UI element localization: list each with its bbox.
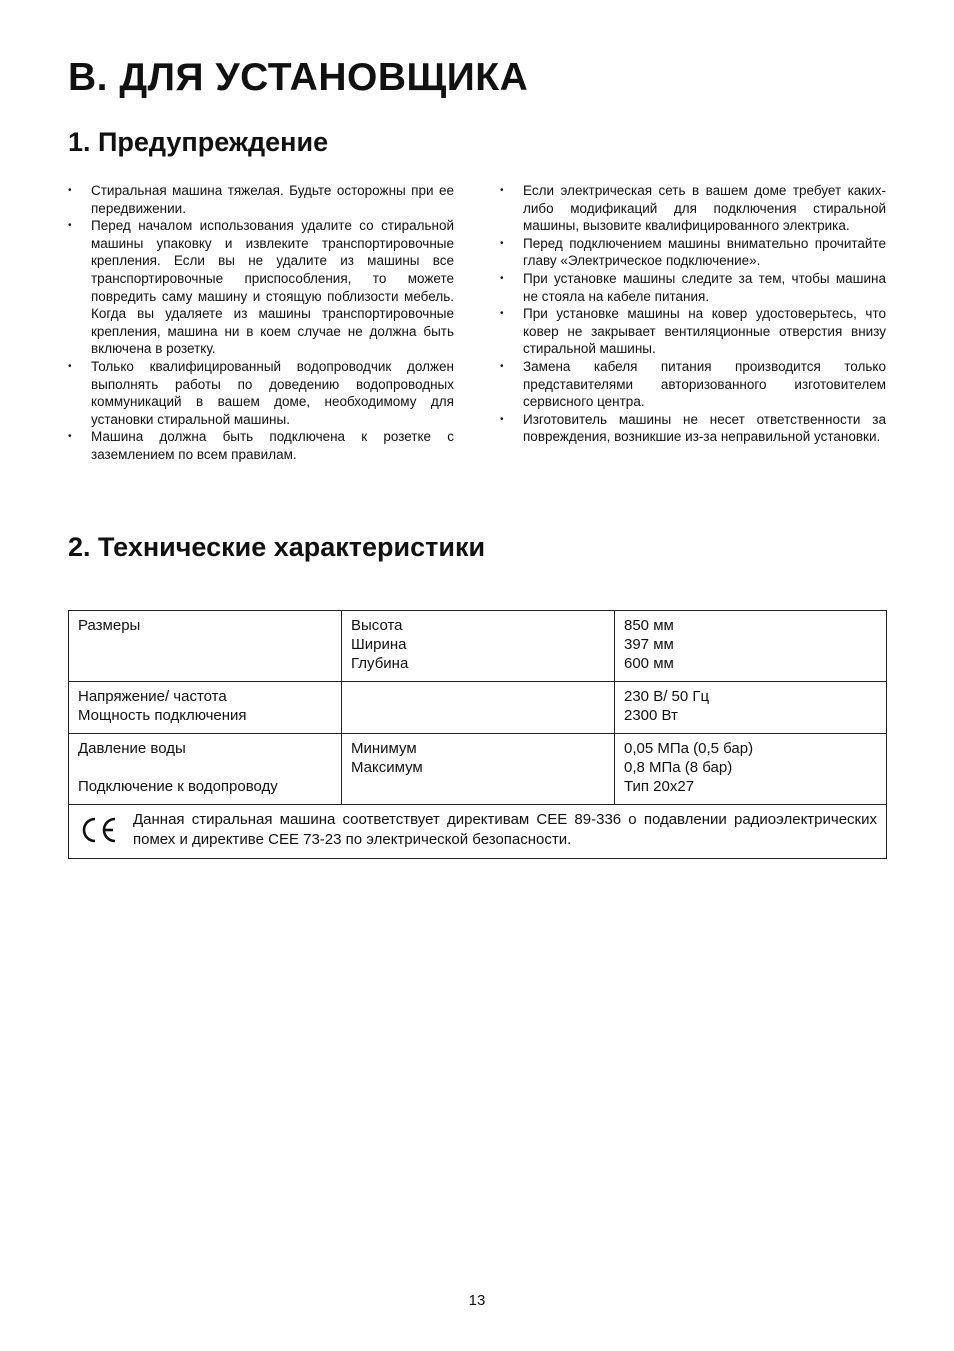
spec-param-cell [342, 734, 615, 805]
spec-label-cell [69, 682, 342, 734]
warning-list-left [68, 182, 454, 464]
spec-value: 397 мм [624, 636, 674, 653]
table-row [69, 682, 887, 734]
spec-param-cell [342, 682, 615, 734]
ce-note-text: Данная стиральная машина соответствует директивам CEE 89-336 о подавлении радиоэлектрических помех и директиве CEE 73-23 по электрической безопасности. [133, 811, 877, 848]
list-item: • Перед началом использования удалите со стиральной машины упаковку и извлеките транспортировочные крепления. Если вы не удалите из машины все транспортировочные приспособления, то можете повредить саму машину и стоящую поблизости мебель. Когда вы удаляете из машины транспортировочные крепления, машина ни в коем случае не должна быть включена в розетку. [68, 217, 454, 358]
section-title-specs: 2. Технические характеристики [68, 532, 486, 562]
page-number: 13 [468, 1292, 486, 1309]
list-item: • Стиральная машина тяжелая. Будьте осторожны при ее передвижении. [68, 182, 454, 217]
table-row [69, 805, 887, 859]
spec-value: 0,05 МПа (0,5 бар) [624, 740, 754, 757]
list-item: • Если электрическая сеть в вашем доме требует каких-либо модификаций для подключения стиральной машины, вызовите квалифицированного электрика. [500, 182, 886, 235]
spec-value: 850 мм [624, 617, 674, 634]
spec-value-cell [615, 611, 887, 682]
table-row [69, 611, 887, 682]
list-item: • Перед подключением машины внимательно прочитайте главу «Электрическое подключение». [500, 235, 886, 270]
ce-note-cell [69, 805, 887, 859]
list-item: • При установке машины на ковер удостоверьтесь, что ковер не закрывает вентиляционные отверстия внизу стиральной машины. [500, 305, 886, 358]
specs-table [68, 610, 887, 859]
list-item: • Только квалифицированный водопроводчик должен выполнять работы по доведению водопроводных коммуникаций в вашем доме, необходимому для установки стиральной машины. [68, 358, 454, 428]
spec-value-cell [615, 734, 887, 805]
page-title: В. ДЛЯ УСТАНОВЩИКА [68, 56, 529, 99]
list-item: • При установке машины следите за тем, чтобы машина не стояла на кабеле питания. [500, 270, 886, 305]
spacer [78, 758, 332, 777]
spec-label-cell [69, 611, 342, 682]
spec-label: Подключение к водопроводу [78, 778, 278, 795]
spec-label-cell [69, 734, 342, 805]
spec-param: Минимум [351, 740, 417, 757]
table-row [69, 734, 887, 805]
spec-param: Глубина [351, 655, 409, 672]
spec-label: Размеры [78, 617, 141, 634]
ce-mark-icon [78, 815, 118, 845]
list-item: • Изготовитель машины не несет ответственности за повреждения, возникшие из-за неправильной установки. [500, 411, 886, 446]
section-title-warning: 1. Предупреждение [68, 127, 329, 157]
spec-label: Давление воды [78, 740, 186, 757]
spec-value: Тип 20х27 [624, 778, 695, 795]
spec-value: 230 В/ 50 Гц [624, 688, 710, 705]
spec-value: 0,8 МПа (8 бар) [624, 759, 733, 776]
spec-param: Высота [351, 617, 403, 634]
spec-value: 2300 Вт [624, 707, 678, 724]
spec-param-cell [342, 611, 615, 682]
list-item: • Замена кабеля питания производится только представителями авторизованного изготовителем сервисного центра. [500, 358, 886, 411]
spec-value-cell [615, 682, 887, 734]
spec-param: Максимум [351, 759, 423, 776]
list-item: • Машина должна быть подключена к розетке с заземлением по всем правилам. [68, 428, 454, 463]
spec-value: 600 мм [624, 655, 674, 672]
spec-param: Ширина [351, 636, 407, 653]
spec-label: Напряжение/ частота [78, 688, 227, 705]
warning-list-right [500, 182, 886, 446]
spec-label: Мощность подключения [78, 707, 247, 724]
